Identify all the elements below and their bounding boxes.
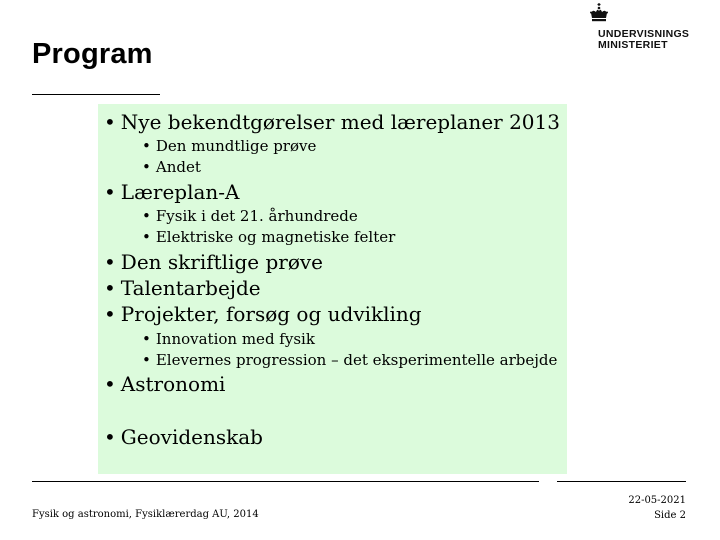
bullet-item-1 — [104, 110, 560, 134]
bullet-glyph: • — [104, 302, 116, 326]
bullet-item-2 — [104, 180, 239, 204]
bullet-item-3 — [104, 250, 323, 274]
logo-wordmark — [598, 29, 689, 50]
logo-line-2: MINISTERIET — [598, 38, 668, 51]
sub-bullet-item-5b — [142, 351, 557, 369]
title-underline — [32, 94, 160, 95]
sub-bullet-item-2a — [142, 207, 358, 225]
bullet-text: Den skriftlige prøve — [120, 250, 324, 274]
bullet-glyph: • — [142, 228, 151, 246]
bullet-text: Fysik i det 21. århundrede — [155, 207, 358, 225]
bullet-text: Elektriske og magnetiske felter — [155, 228, 396, 246]
footer-divider-left — [32, 481, 539, 482]
bullet-text: Nye bekendtgørelser med læreplaner 2013 — [120, 110, 560, 134]
logo-line-1: UNDERVISNINGS — [598, 28, 690, 40]
bullet-item-5 — [104, 302, 422, 326]
bullet-glyph: • — [142, 207, 151, 225]
bullet-text: Innovation med fysik — [155, 330, 315, 348]
slide-title: Program — [32, 38, 153, 70]
bullet-text: Talentarbejde — [120, 276, 261, 300]
footer-date: 22-05-2021 — [628, 495, 686, 506]
bullet-text: Den mundtlige prøve — [155, 137, 317, 155]
bullet-glyph: • — [104, 276, 116, 300]
sub-bullet-item-5a — [142, 330, 315, 348]
bullet-text: Læreplan-A — [120, 180, 240, 204]
footer-divider-right — [557, 481, 686, 482]
crown-icon — [588, 2, 610, 26]
bullet-glyph: • — [104, 110, 116, 134]
bullet-glyph: • — [104, 372, 116, 396]
sub-bullet-item-1a — [142, 137, 316, 155]
bullet-glyph: • — [104, 250, 116, 274]
bullet-text: Elevernes progression – det eksperimentelle arbejde — [155, 351, 558, 369]
sub-bullet-item-1b — [142, 158, 201, 176]
bullet-item-6 — [104, 372, 225, 396]
bullet-glyph: • — [142, 158, 151, 176]
bullet-glyph: • — [142, 351, 151, 369]
page-number: Side 2 — [654, 510, 686, 521]
bullet-item-4 — [104, 276, 261, 300]
bullet-text: Astronomi — [120, 372, 226, 396]
bullet-glyph: • — [142, 137, 151, 155]
bullet-text: Andet — [155, 158, 201, 176]
bullet-text: Geovidenskab — [120, 425, 263, 449]
bullet-glyph: • — [104, 180, 116, 204]
bullet-glyph: • — [142, 330, 151, 348]
bullet-text: Projekter, forsøg og udvikling — [120, 302, 422, 326]
sub-bullet-item-2b — [142, 228, 395, 246]
bullet-item-7 — [104, 425, 263, 449]
footer-text: Fysik og astronomi, Fysiklærerdag AU, 2014 — [32, 509, 259, 520]
bullet-glyph: • — [104, 425, 116, 449]
ministry-logo — [585, 2, 705, 52]
